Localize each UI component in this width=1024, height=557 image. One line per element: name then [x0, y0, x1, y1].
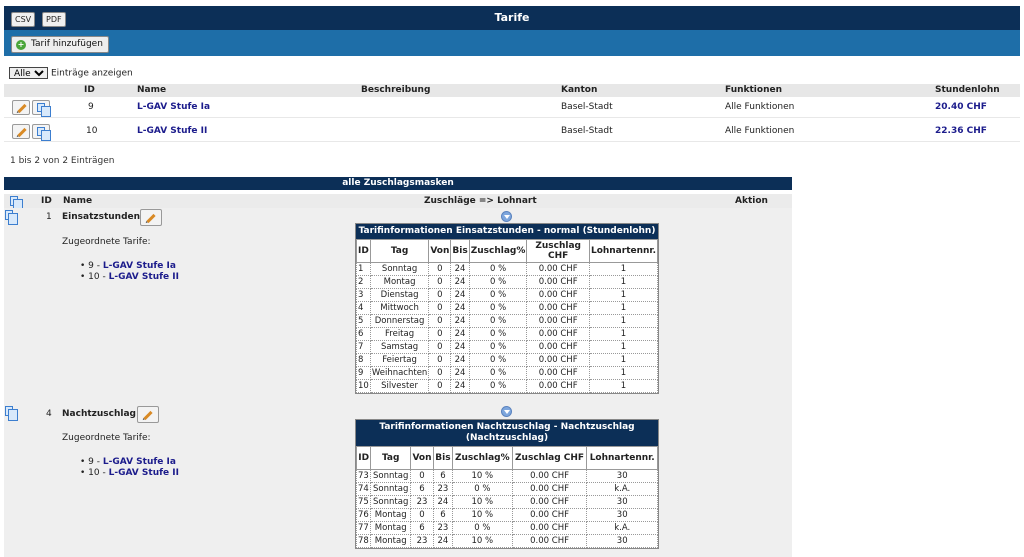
table-cell: 24: [451, 263, 469, 276]
table-cell: 1: [589, 263, 657, 276]
table-cell: 0: [411, 509, 434, 522]
table-cell: 1: [589, 302, 657, 315]
pencil-icon: [17, 104, 26, 113]
table-cell: 0 %: [469, 289, 527, 302]
tarif-info-table: [355, 223, 659, 394]
tarif-info-col: Bis: [433, 447, 452, 470]
table-cell: 0 %: [469, 276, 527, 289]
table-row: [357, 535, 658, 548]
table-row: [357, 263, 658, 276]
table-cell: 0.00 CHF: [527, 276, 590, 289]
table-cell: 30: [587, 535, 658, 548]
table-cell: 0: [429, 263, 451, 276]
table-cell: 0.00 CHF: [512, 470, 587, 483]
table-cell: Samstag: [370, 341, 429, 354]
tarif-info-col: Von: [411, 447, 434, 470]
table-cell: 0.00 CHF: [527, 328, 590, 341]
copy-mask-icon[interactable]: [5, 406, 13, 416]
table-cell: 9: [357, 367, 371, 380]
table-cell: Montag: [371, 535, 411, 548]
length-control: [9, 67, 133, 79]
table-cell: 0.00 CHF: [512, 509, 587, 522]
table-cell: 0: [429, 341, 451, 354]
table-cell: 1: [357, 263, 371, 276]
masken-col-name: Name: [63, 196, 93, 206]
pencil-icon: [17, 128, 26, 137]
edit-mask-button[interactable]: [137, 406, 159, 423]
csv-button[interactable]: CSV: [11, 12, 35, 27]
assigned-tarife: [62, 433, 179, 479]
table-cell: 6: [433, 470, 452, 483]
plus-icon: +: [17, 40, 25, 49]
table-cell: 0 %: [469, 341, 527, 354]
table-cell: 0: [429, 302, 451, 315]
title-bar: [4, 6, 1020, 30]
table-row: [4, 97, 1020, 118]
table-row: [357, 328, 658, 341]
table-cell: 1: [589, 380, 657, 393]
col-funktionen[interactable]: Funktionen: [725, 85, 782, 95]
pencil-icon: [143, 411, 152, 420]
row-kanton: Basel-Stadt: [561, 126, 613, 136]
table-cell: 24: [451, 367, 469, 380]
mask-id: 1: [46, 212, 52, 222]
table-cell: 23: [433, 522, 452, 535]
copy-mask-icon[interactable]: [5, 210, 13, 220]
table-cell: 0 %: [452, 483, 512, 496]
add-tarif-label: Tarif hinzufügen: [31, 39, 103, 49]
assigned-tarif-link[interactable]: L-GAV Stufe Ia: [102, 261, 176, 271]
table-cell: 24: [451, 289, 469, 302]
table-cell: 24: [451, 354, 469, 367]
table-cell: 0: [429, 380, 451, 393]
table-cell: 0.00 CHF: [527, 302, 590, 315]
table-cell: Montag: [370, 276, 429, 289]
copy-tarif-button[interactable]: [32, 124, 50, 139]
add-tarif-button[interactable]: [11, 36, 109, 53]
table-cell: Montag: [371, 522, 411, 535]
table-cell: Sonntag: [371, 496, 411, 509]
table-cell: 0: [429, 367, 451, 380]
assigned-tarif-link[interactable]: L-GAV Stufe Ia: [102, 457, 176, 467]
table-cell: 4: [357, 302, 371, 315]
table-cell: 7: [357, 341, 371, 354]
table-cell: k.A.: [587, 483, 658, 496]
tarif-info-table: [355, 419, 659, 549]
assigned-tarif-link[interactable]: L-GAV Stufe II: [108, 272, 179, 282]
table-cell: 1: [589, 367, 657, 380]
table-cell: 0.00 CHF: [527, 289, 590, 302]
edit-tarif-button[interactable]: [12, 100, 30, 115]
tarif-info-col: Zuschlag%: [469, 240, 527, 263]
col-kanton[interactable]: Kanton: [561, 85, 598, 95]
list-item: • 10 - L-GAV Stufe II: [80, 468, 179, 478]
table-cell: 10 %: [452, 535, 512, 548]
col-beschreibung[interactable]: Beschreibung: [361, 85, 431, 95]
table-cell: 6: [357, 328, 371, 341]
table-row: [357, 483, 658, 496]
table-cell: 0.00 CHF: [527, 380, 590, 393]
row-id: 10: [86, 126, 98, 136]
length-suffix: Einträge anzeigen: [51, 68, 133, 79]
table-cell: 0.00 CHF: [527, 341, 590, 354]
copy-icon: [37, 127, 45, 136]
table-cell: 0: [429, 276, 451, 289]
table-row: [357, 341, 658, 354]
row-name-link[interactable]: L-GAV Stufe II: [137, 126, 208, 136]
table-cell: 6: [411, 522, 434, 535]
mask-id: 4: [46, 409, 52, 419]
table-cell: 0 %: [469, 263, 527, 276]
list-item: • 9 - L-GAV Stufe Ia: [80, 457, 176, 467]
table-cell: 23: [411, 535, 434, 548]
table-cell: Silvester: [370, 380, 429, 393]
tarif-info-col: ID: [357, 240, 371, 263]
table-cell: 5: [357, 315, 371, 328]
table-cell: 30: [587, 470, 658, 483]
table-cell: 74: [358, 484, 369, 494]
mask-name: Einsatzstunden: [62, 212, 141, 222]
edit-mask-button[interactable]: [140, 209, 162, 226]
table-row: [357, 276, 658, 289]
assigned-tarif-link[interactable]: L-GAV Stufe II: [108, 468, 179, 478]
table-cell: 6: [433, 509, 452, 522]
table-row: [357, 496, 658, 509]
row-kanton: Basel-Stadt: [561, 102, 613, 112]
table-cell: 0.00 CHF: [527, 367, 590, 380]
table-cell: 24: [433, 496, 452, 509]
table-cell: 1: [589, 289, 657, 302]
list-item: • 9 - L-GAV Stufe Ia: [80, 261, 176, 271]
table-cell: 24: [433, 535, 452, 548]
expand-icon[interactable]: [501, 406, 512, 417]
table-cell: 0: [429, 289, 451, 302]
table-cell: 77: [358, 523, 369, 533]
table-cell: 24: [451, 276, 469, 289]
table-cell: 23: [411, 496, 434, 509]
table-row: [4, 121, 1020, 142]
table-cell: 10 %: [452, 509, 512, 522]
table-row: [357, 315, 658, 328]
table-cell: Sonntag: [371, 470, 411, 483]
table-cell: 0: [429, 328, 451, 341]
masken-title: alle Zuschlagsmasken: [4, 177, 792, 190]
copy-tarif-button[interactable]: [32, 100, 50, 115]
assigned-label: Zugeordnete Tarife:: [62, 433, 151, 443]
table-cell: 24: [451, 341, 469, 354]
tarif-info-col: Zuschlag CHF: [512, 447, 587, 470]
col-id[interactable]: ID: [84, 85, 95, 95]
copy-icon: [37, 103, 45, 112]
row-id: 9: [88, 102, 94, 112]
table-cell: 0: [411, 470, 434, 483]
table-cell: 24: [451, 315, 469, 328]
table-row: [357, 470, 658, 483]
masken-col-aktion: Aktion: [735, 196, 768, 206]
table-info: 1 bis 2 von 2 Einträgen: [10, 156, 115, 166]
table-cell: 1: [589, 315, 657, 328]
row-funktionen: Alle Funktionen: [725, 126, 795, 136]
table-cell: Weihnachten: [371, 368, 428, 378]
row-stundenlohn: 22.36 CHF: [935, 126, 987, 136]
table-cell: 0.00 CHF: [512, 535, 587, 548]
tarif-info-col: Lohnartennr.: [589, 240, 657, 263]
table-cell: Donnerstag: [370, 315, 429, 328]
toolbar: [4, 30, 1020, 56]
table-cell: 1: [589, 354, 657, 367]
table-cell: 0 %: [452, 522, 512, 535]
tarif-info-header-row: [357, 240, 658, 263]
table-cell: 0: [429, 354, 451, 367]
table-cell: 10 %: [452, 470, 512, 483]
table-cell: 30: [587, 496, 658, 509]
table-cell: 0.00 CHF: [512, 496, 587, 509]
row-funktionen: Alle Funktionen: [725, 102, 795, 112]
row-name-link[interactable]: L-GAV Stufe Ia: [137, 102, 211, 112]
list-item: • 10 - L-GAV Stufe II: [80, 272, 179, 282]
expand-icon[interactable]: [501, 211, 512, 222]
table-cell: 0.00 CHF: [512, 483, 587, 496]
tarif-info-col: ID: [357, 447, 371, 470]
table-cell: 8: [357, 354, 371, 367]
tarif-info-col: Tag: [371, 447, 411, 470]
table-cell: 75: [358, 497, 369, 507]
table-cell: Mittwoch: [370, 302, 429, 315]
table-cell: 24: [451, 302, 469, 315]
table-cell: 0 %: [469, 367, 527, 380]
tarif-info-col: Lohnartennr.: [587, 447, 658, 470]
table-cell: 76: [358, 510, 369, 520]
tarif-info-col: Tag: [370, 240, 429, 263]
pencil-icon: [146, 214, 155, 223]
table-cell: 0 %: [469, 302, 527, 315]
tarif-info-header-row: [357, 447, 658, 470]
table-cell: 24: [451, 328, 469, 341]
tarif-info-col: Zuschlag%: [452, 447, 512, 470]
page-title: Tarife: [494, 11, 530, 24]
table-cell: 78: [358, 536, 369, 546]
table-row: [357, 289, 658, 302]
table-cell: 0.00 CHF: [527, 315, 590, 328]
table-row: [357, 522, 658, 535]
table-cell: Sonntag: [370, 263, 429, 276]
table-row: [357, 509, 658, 522]
mask-name: Nachtzuschlag: [62, 409, 136, 419]
masken-col-id: ID: [41, 196, 52, 206]
table-cell: Feiertag: [370, 354, 429, 367]
table-row: [357, 302, 658, 315]
tarife-table-header: [4, 84, 1020, 97]
tarif-info-col: Zuschlag CHF: [527, 240, 590, 263]
table-cell: 24: [451, 380, 469, 393]
table-cell: Dienstag: [370, 289, 429, 302]
tarif-info-col: Von: [429, 240, 451, 263]
assigned-label: Zugeordnete Tarife:: [62, 237, 151, 247]
assigned-tarife: [62, 237, 179, 283]
table-cell: 73: [358, 471, 369, 481]
table-row: [357, 367, 658, 380]
table-cell: 0: [429, 315, 451, 328]
tarif-info-title: Tarifinformationen Einsatzstunden - normal (Stundenlohn): [356, 224, 658, 239]
length-select[interactable]: [9, 67, 48, 79]
pdf-button[interactable]: PDF: [42, 12, 66, 27]
table-row: [357, 354, 658, 367]
table-cell: k.A.: [587, 522, 658, 535]
tarif-info-col: Bis: [451, 240, 469, 263]
table-row: [357, 380, 658, 393]
table-cell: 6: [411, 483, 434, 496]
masken-col-zuschlaege: Zuschläge => Lohnart: [424, 196, 537, 206]
table-cell: 0 %: [469, 315, 527, 328]
tarif-info-title: Tarifinformationen Nachtzuschlag - Nachtzuschlag (Nachtzuschlag): [356, 420, 658, 446]
table-cell: 0.00 CHF: [512, 522, 587, 535]
table-cell: 1: [589, 341, 657, 354]
table-cell: Freitag: [370, 328, 429, 341]
edit-tarif-button[interactable]: [12, 124, 30, 139]
row-stundenlohn: 20.40 CHF: [935, 102, 987, 112]
table-cell: 23: [433, 483, 452, 496]
table-cell: 3: [357, 289, 371, 302]
table-cell: Sonntag: [371, 483, 411, 496]
table-cell: 1: [589, 276, 657, 289]
table-cell: 0.00 CHF: [527, 354, 590, 367]
table-cell: 30: [587, 509, 658, 522]
add-mask-icon[interactable]: [10, 196, 18, 206]
masken-header: [4, 194, 792, 208]
table-cell: 2: [357, 276, 371, 289]
table-cell: 0 %: [469, 354, 527, 367]
table-cell: 0 %: [469, 328, 527, 341]
table-cell: 0 %: [469, 380, 527, 393]
table-cell: 10: [358, 381, 369, 391]
table-cell: 1: [589, 328, 657, 341]
col-stundenlohn[interactable]: Stundenlohn: [935, 85, 1000, 95]
table-cell: 0.00 CHF: [527, 263, 590, 276]
table-cell: 10 %: [452, 496, 512, 509]
col-name[interactable]: Name: [137, 85, 167, 95]
table-cell: Montag: [371, 509, 411, 522]
